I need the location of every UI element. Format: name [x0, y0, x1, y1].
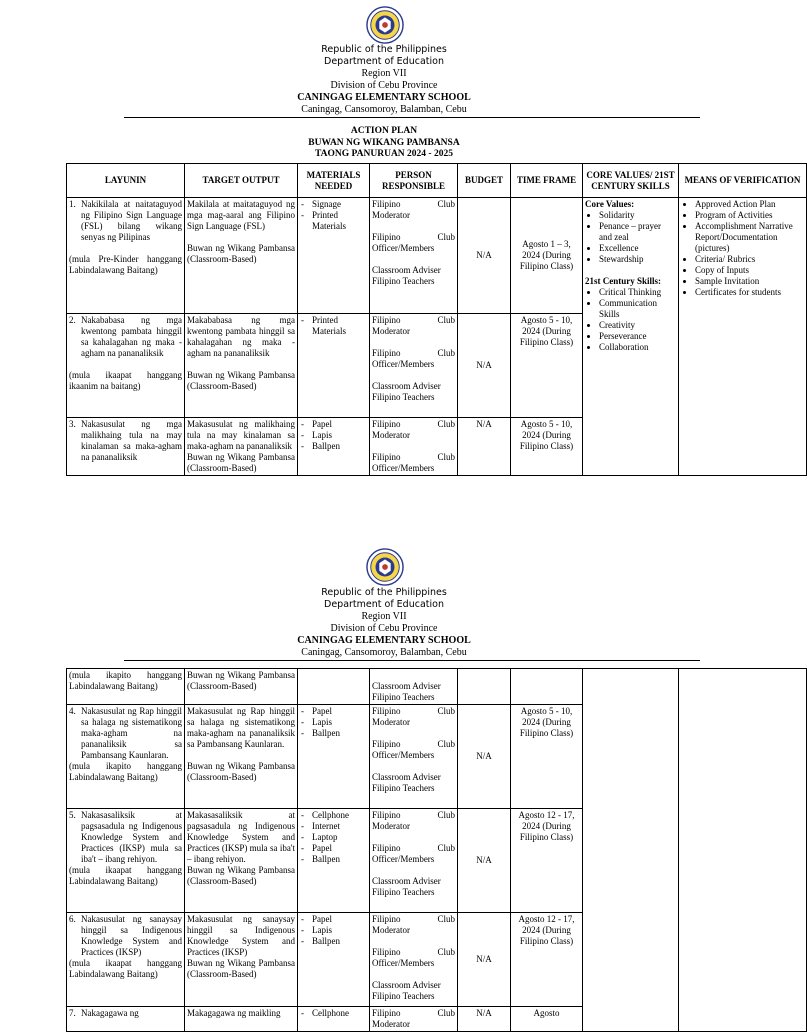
school-name: CANINGAG ELEMENTARY SCHOOL [297, 92, 471, 103]
header-rule [124, 660, 700, 661]
core-values-label: Core Values: [585, 199, 635, 209]
time-cell: Agosto [511, 1007, 583, 1032]
col-materials: MATERIALS NEEDED [298, 164, 370, 198]
material-item: - Papel [312, 843, 367, 854]
classroom-based: Buwan ng Wikang Pambansa (Classroom-Based) [187, 370, 295, 391]
grade-level: (mula ikaapat hanggang ikaanim na baitang) [69, 370, 182, 391]
row-number: 7. [69, 1008, 76, 1018]
col-time-frame: TIME FRAME [511, 164, 583, 198]
verification-cell [679, 198, 807, 476]
republic-line: Republic of the Philippines [321, 587, 447, 598]
target-text: Makasusulat ng sanaysay hinggil sa Indigenous Knowledge System and Practices (IKSP) [187, 914, 295, 957]
person-moderator: Filipino Club Moderator [372, 419, 455, 440]
skill-item: • Creativity [599, 320, 676, 331]
target-text: Makasasaliksik at pagsasadula ng Indigenous Knowledge System and Practices (IKSP) mula sa iba't – ibang rehiyon. [187, 810, 295, 864]
core-value-item: • Solidarity [599, 210, 676, 221]
department-line: Department of Education [324, 599, 444, 610]
time-cell: Agosto 12 - 17, 2024 (During Filipino Class) [511, 913, 583, 1007]
person-moderator: Filipino Club Moderator [372, 706, 455, 727]
budget-cell [458, 669, 511, 705]
table-row [67, 669, 807, 705]
person-cell [370, 314, 458, 418]
person-adviser: Classroom Adviser [372, 681, 441, 691]
col-layunin: LAYUNIN [67, 164, 185, 198]
verification-item: • Certificates for students [695, 287, 804, 298]
skill-item: • Perseverance [599, 331, 676, 342]
material-item: - Papel [312, 419, 367, 430]
materials-cell [298, 809, 370, 913]
letterhead [0, 44, 768, 116]
row-number: 1. [69, 199, 76, 209]
title-line-2: BUWAN NG WIKANG PAMBANSA [308, 137, 460, 148]
layunin-text: Nakasusulat ng Rap hinggil sa halaga ng sistematikong maka-agham na pananaliksik sa Pambansang Kaunlaran. [81, 706, 182, 760]
material-item: - Ballpen [312, 936, 367, 947]
row-number: 5. [69, 810, 76, 820]
school-address: Caningag, Cansomoroy, Balamban, Cebu [301, 647, 467, 658]
region-line: Region VII [361, 68, 407, 79]
person-officers: Filipino Club Officer/Members [372, 348, 455, 369]
target-text: Makilala at maitataguyod ng mga mag-aaral ang Filipino Sign Language (FSL) [187, 199, 295, 231]
material-item: - Cellphone [312, 1008, 367, 1019]
layunin-text: Nakababasa ng mga kwentong pambata hinggil sa kahalagahan ng maka - agham na pananaliksik [81, 315, 182, 358]
person-teachers: Filipino Teachers [372, 887, 435, 897]
layunin-cell [67, 418, 185, 476]
person-adviser: Classroom Adviser [372, 980, 441, 990]
layunin-text: Nakasasaliksik at pagsasadula ng Indigenous Knowledge System and Practices (IKSP) mula sa iba't – ibang rehiyon. [81, 810, 182, 864]
person-cell [370, 198, 458, 314]
person-adviser: Classroom Adviser [372, 772, 441, 782]
letterhead [0, 587, 768, 659]
col-budget: BUDGET [458, 164, 511, 198]
person-moderator: Filipino Club Moderator [372, 914, 455, 935]
material-item: - Laptop [312, 832, 367, 843]
skill-item: • Collaboration [599, 342, 676, 353]
person-moderator: Filipino Club Moderator [372, 1008, 455, 1029]
materials-cell [298, 1007, 370, 1032]
department-line: Department of Education [324, 56, 444, 67]
person-teachers: Filipino Teachers [372, 276, 435, 286]
header-rule [124, 117, 700, 118]
person-cell [370, 669, 458, 705]
core-values-cell [583, 198, 679, 476]
row-number: 3. [69, 419, 76, 429]
person-adviser: Classroom Adviser [372, 381, 441, 391]
deped-seal-icon [366, 548, 404, 586]
skill-item: • Communication Skills [599, 298, 676, 320]
budget-cell: N/A [458, 1007, 511, 1032]
target-cell [185, 809, 298, 913]
person-cell [370, 809, 458, 913]
classroom-based: Buwan ng Wikang Pambansa (Classroom-Based) [187, 761, 295, 782]
core-value-item: • Stewardship [599, 254, 676, 265]
person-cell [370, 913, 458, 1007]
budget-cell: N/A [458, 705, 511, 809]
col-verification: MEANS OF VERIFICATION [679, 164, 807, 198]
time-cell: Agosto 5 - 10, 2024 (During Filipino Class) [511, 418, 583, 476]
verification-cell [679, 669, 807, 1032]
materials-cell [298, 314, 370, 418]
school-address: Caningag, Cansomoroy, Balamban, Cebu [301, 104, 467, 115]
person-officers: Filipino Club Officer/Members [372, 452, 455, 473]
document-title [0, 126, 768, 161]
target-text: Makasusulat ng malikhaing tula na may kinalaman sa maka-agham na pananaliksik [187, 419, 295, 451]
person-officers: Filipino Club Officer/Members [372, 232, 455, 253]
verification-item: • Approved Action Plan [695, 199, 804, 210]
layunin-cell [67, 314, 185, 418]
material-item: - Lapis [312, 925, 367, 936]
row-number: 4. [69, 706, 76, 716]
time-cell: Agosto 5 - 10, 2024 (During Filipino Class) [511, 314, 583, 418]
layunin-text: Nakasusulat ng sanaysay hinggil sa Indigenous Knowledge System and Practices (IKSP) [81, 914, 182, 957]
layunin-text: Nakikilala at naitataguyod ng Filipino Sign Language (FSL) bilang wikang senyas ng Pilipinas [81, 199, 182, 242]
material-item: - Ballpen [312, 441, 367, 452]
classroom-based: Buwan ng Wikang Pambansa (Classroom-Based) [187, 670, 295, 691]
person-moderator: Filipino Club Moderator [372, 199, 455, 220]
person-cell [370, 1007, 458, 1032]
person-officers: Filipino Club Officer/Members [372, 843, 455, 864]
budget-cell: N/A [458, 418, 511, 476]
target-cell [185, 314, 298, 418]
col-target-output: TARGET OUTPUT [185, 164, 298, 198]
target-cell [185, 198, 298, 314]
layunin-cell [67, 913, 185, 1007]
col-person: PERSON RESPONSIBLE [370, 164, 458, 198]
time-cell [511, 669, 583, 705]
row-number: 6. [69, 914, 76, 924]
person-adviser: Classroom Adviser [372, 265, 441, 275]
material-item: - Internet [312, 821, 367, 832]
person-adviser: Classroom Adviser [372, 876, 441, 886]
grade-level: (mula ikaapat hanggang Labindalawang Baitang) [69, 865, 182, 886]
person-teachers: Filipino Teachers [372, 783, 435, 793]
classroom-based: Buwan ng Wikang Pambansa (Classroom-Based) [187, 865, 295, 886]
col-core-values: CORE VALUES/ 21ST CENTURY SKILLS [583, 164, 679, 198]
material-item: - Papel [312, 706, 367, 717]
person-cell [370, 418, 458, 476]
material-item: - Lapis [312, 717, 367, 728]
budget-cell: N/A [458, 809, 511, 913]
material-item: - Printed Materials [312, 315, 367, 337]
time-cell: Agosto 1 – 3, 2024 (During Filipino Class) [511, 198, 583, 314]
verification-item: • Copy of Inputs [695, 265, 804, 276]
grade-level: (mula ikapito hanggang Labindalawang Baitang) [69, 761, 182, 782]
materials-cell [298, 198, 370, 314]
target-cell [185, 705, 298, 809]
verification-item: • Sample Invitation [695, 276, 804, 287]
verification-item: • Program of Activities [695, 210, 804, 221]
table-row [67, 198, 807, 314]
layunin-cell [67, 198, 185, 314]
region-line: Region VII [361, 611, 407, 622]
page-2 [0, 540, 768, 1029]
budget-cell: N/A [458, 314, 511, 418]
layunin-cell [67, 705, 185, 809]
target-cell [185, 418, 298, 476]
skills-label: 21st Century Skills: [585, 276, 662, 286]
page-1 [0, 0, 801, 490]
title-line-1: ACTION PLAN [350, 126, 418, 136]
title-line-3: TAONG PANURUAN 2024 - 2025 [315, 149, 453, 159]
target-cell [185, 669, 298, 705]
classroom-based: Buwan ng Wikang Pambansa (Classroom-Based) [187, 243, 295, 264]
core-value-item: • Penance – prayer and zeal [599, 221, 676, 243]
grade-level: (mula Pre-Kinder hanggang Labindalawang Baitang) [69, 254, 182, 275]
division-line: Division of Cebu Province [330, 623, 438, 634]
verification-item: • Accomplishment Narrative Report/Documentation (pictures) [695, 221, 804, 254]
person-teachers: Filipino Teachers [372, 392, 435, 402]
layunin-cell: (mula ikapito hanggang Labindalawang Baitang) [67, 669, 185, 705]
row-number: 2. [69, 315, 76, 325]
material-item: - Lapis [312, 430, 367, 441]
person-teachers: Filipino Teachers [372, 692, 435, 702]
action-plan-table-p2 [66, 668, 807, 1032]
person-teachers: Filipino Teachers [372, 991, 435, 1001]
budget-cell: N/A [458, 198, 511, 314]
action-plan-table-p1 [66, 163, 807, 476]
school-name: CANINGAG ELEMENTARY SCHOOL [297, 635, 471, 646]
verification-item: • Criteria/ Rubrics [695, 254, 804, 265]
material-item: - Signage [312, 199, 367, 210]
person-moderator: Filipino Club Moderator [372, 315, 455, 336]
target-text: Makababasa ng mga kwentong pambata hinggil sa kahalagahan ng maka - agham na pananaliksik [187, 315, 295, 358]
material-item: - Cellphone [312, 810, 367, 821]
layunin-cell [67, 809, 185, 913]
target-text: Makasusulat ng Rap hinggil sa halaga ng sistematikong maka-agham na pananaliksik sa Pambansang Kaunlaran. [187, 706, 295, 749]
division-line: Division of Cebu Province [330, 80, 438, 91]
material-item: - Papel [312, 914, 367, 925]
time-cell: Agosto 5 - 10, 2024 (During Filipino Class) [511, 705, 583, 809]
core-value-item: • Excellence [599, 243, 676, 254]
material-item: - Ballpen [312, 728, 367, 739]
materials-cell [298, 418, 370, 476]
classroom-based: Buwan ng Wikang Pambansa (Classroom-Based) [187, 452, 295, 473]
person-officers: Filipino Club Officer/Members [372, 947, 455, 968]
person-moderator: Filipino Club Moderator [372, 810, 455, 831]
materials-cell [298, 705, 370, 809]
person-cell [370, 705, 458, 809]
materials-cell [298, 913, 370, 1007]
layunin-text: Nakagagawa ng [81, 1008, 139, 1018]
layunin-text: Nakasusulat ng mga malikhaing tula na may kinalaman sa maka-agham na pananaliksik [81, 419, 182, 462]
republic-line: Republic of the Philippines [321, 44, 447, 55]
deped-seal-icon [366, 6, 404, 44]
time-cell: Agosto 12 - 17, 2024 (During Filipino Class) [511, 809, 583, 913]
materials-cell [298, 669, 370, 705]
grade-level: (mula ikaapat hanggang Labindalawang Baitang) [69, 958, 182, 979]
material-item: - Ballpen [312, 854, 367, 865]
skill-item: • Critical Thinking [599, 287, 676, 298]
budget-cell: N/A [458, 913, 511, 1007]
person-officers: Filipino Club Officer/Members [372, 739, 455, 760]
target-cell [185, 913, 298, 1007]
core-values-cell [583, 669, 679, 1032]
classroom-based: Buwan ng Wikang Pambansa (Classroom-Based) [187, 958, 295, 979]
material-item: - Printed Materials [312, 210, 367, 232]
target-cell: Makagagawa ng maikling [185, 1007, 298, 1032]
layunin-cell [67, 1007, 185, 1032]
